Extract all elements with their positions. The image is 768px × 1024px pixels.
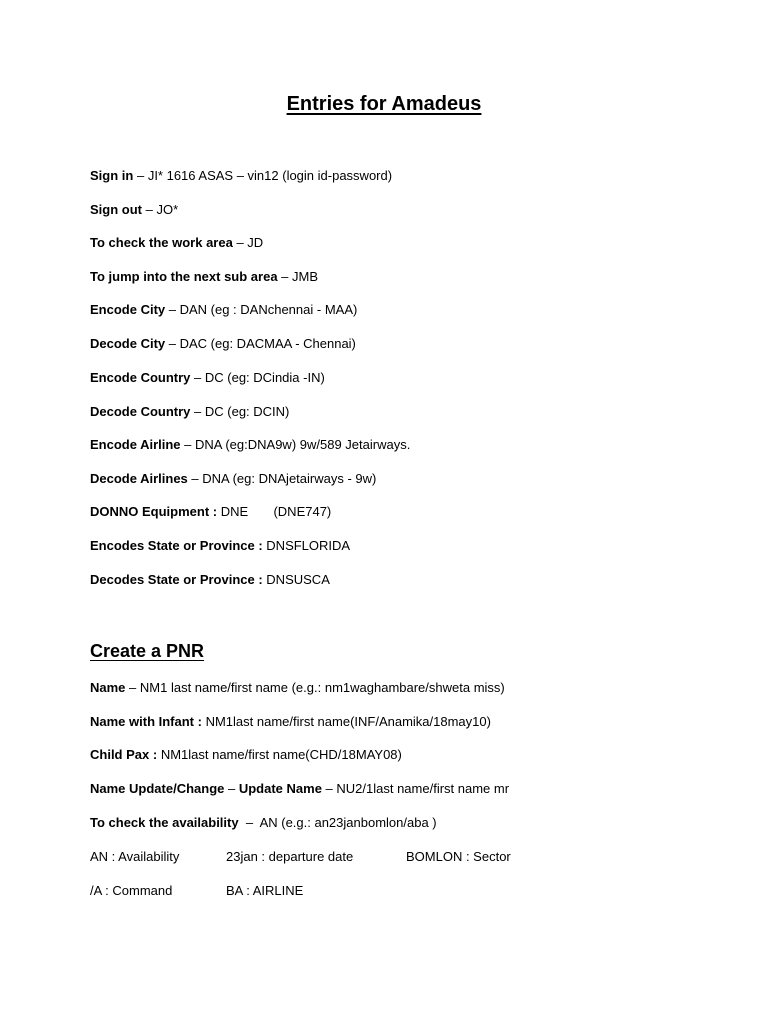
entry-label: To check the availability — [90, 815, 239, 830]
entry-check-work-area — [90, 234, 263, 252]
entry-value: JD — [247, 235, 264, 250]
entry-label: Name with Infant : — [90, 714, 202, 729]
entry-label: To jump into the next sub area — [90, 269, 278, 284]
entry-decode-country — [90, 403, 289, 421]
entry-label: Name Update/Change — [90, 781, 225, 796]
entry-separator: – — [190, 404, 205, 419]
entry-label: Sign in — [90, 168, 134, 183]
entry-label: Name — [90, 680, 126, 695]
entry-sign-in — [90, 167, 392, 185]
entry-decode-airlines — [90, 470, 376, 488]
entry-encode-country — [90, 369, 325, 387]
entry-value: DC (eg: DCIN) — [204, 404, 290, 419]
entry-separator: – — [165, 302, 180, 317]
pnr-line-check-availability — [90, 814, 437, 832]
entry-label: Encode City — [90, 302, 166, 317]
entry-label: Decode City — [90, 336, 166, 351]
entry-value: AN (e.g.: an23janbomlon/aba ) — [259, 815, 437, 830]
entry-separator: – — [142, 202, 157, 217]
entry-value: NM1last name/first name(CHD/18MAY08) — [160, 747, 402, 762]
entry-value: JO* — [156, 202, 179, 217]
entry-separator: – — [125, 680, 140, 695]
pnr-line-name — [90, 679, 505, 697]
entry-decode-city — [90, 335, 356, 353]
entry-label-secondary: Update Name — [238, 781, 322, 796]
entry-value: DAN (eg : DANchennai - MAA) — [179, 302, 358, 317]
entry-value: DNSUSCA — [266, 572, 330, 587]
legend-departure-date: 23jan : departure date — [226, 849, 354, 864]
entry-encode-airline — [90, 436, 410, 454]
entry-separator: – — [232, 235, 248, 250]
legend-airline: BA : AIRLINE — [226, 883, 304, 898]
section-heading-create-pnr: Create a PNR — [90, 641, 205, 661]
entry-donno-equipment — [90, 503, 331, 521]
entry-value: DNE (DNE747) — [220, 504, 332, 519]
entry-separator: – — [277, 269, 293, 284]
entry-label: Encodes State or Province : — [90, 538, 263, 553]
entry-value: DNA (eg: DNAjetairways - 9w) — [202, 471, 377, 486]
entry-jump-sub-area — [90, 268, 318, 286]
entry-label: Child Pax : — [90, 747, 158, 762]
entry-value: DNA (eg:DNA9w) 9w/589 Jetairways. — [195, 437, 411, 452]
entry-label: Decode Airlines — [90, 471, 188, 486]
entry-sign-out — [90, 201, 178, 219]
entry-separator: – — [190, 370, 205, 385]
entry-separator: – — [133, 168, 148, 183]
legend-sector: BOMLON : Sector — [406, 849, 511, 864]
entry-label: Encode Country — [90, 370, 191, 385]
entry-value: NM1last name/first name(INF/Anamika/18may10) — [205, 714, 491, 729]
entry-separator: – — [165, 336, 180, 351]
pnr-line-name-update — [90, 780, 509, 798]
entry-value: DAC (eg: DACMAA - Chennai) — [179, 336, 356, 351]
entry-label: Decodes State or Province : — [90, 572, 263, 587]
entry-value: NU2/1last name/first name mr — [336, 781, 510, 796]
entry-label: Sign out — [90, 202, 142, 217]
legend-availability: AN : Availability — [90, 849, 180, 864]
entry-decodes-state — [90, 571, 330, 589]
entry-value: DC (eg: DCindia -IN) — [204, 370, 325, 385]
entry-encodes-state — [90, 537, 350, 555]
entry-value: NM1 last name/first name (e.g.: nm1waghambare/shweta miss) — [139, 680, 505, 695]
entry-separator: – — [321, 781, 337, 796]
entry-label: Encode Airline — [90, 437, 181, 452]
entry-separator: – — [180, 437, 196, 452]
pnr-line-name-with-infant — [90, 713, 491, 731]
entry-label: DONNO Equipment : — [90, 504, 218, 519]
pnr-line-child-pax — [90, 746, 402, 764]
entry-value: DNSFLORIDA — [266, 538, 351, 553]
entry-value: JMB — [292, 269, 319, 284]
entry-separator: – — [238, 815, 260, 830]
entry-encode-city — [90, 301, 357, 319]
legend-command: /A : Command — [90, 883, 173, 898]
entry-label: To check the work area — [90, 235, 233, 250]
entry-label: Decode Country — [90, 404, 191, 419]
page-title: Entries for Amadeus — [286, 93, 482, 115]
entry-separator: – — [187, 471, 203, 486]
entry-value: JI* 1616 ASAS – vin12 (login id-password) — [147, 168, 393, 183]
entry-separator: – — [224, 781, 239, 796]
